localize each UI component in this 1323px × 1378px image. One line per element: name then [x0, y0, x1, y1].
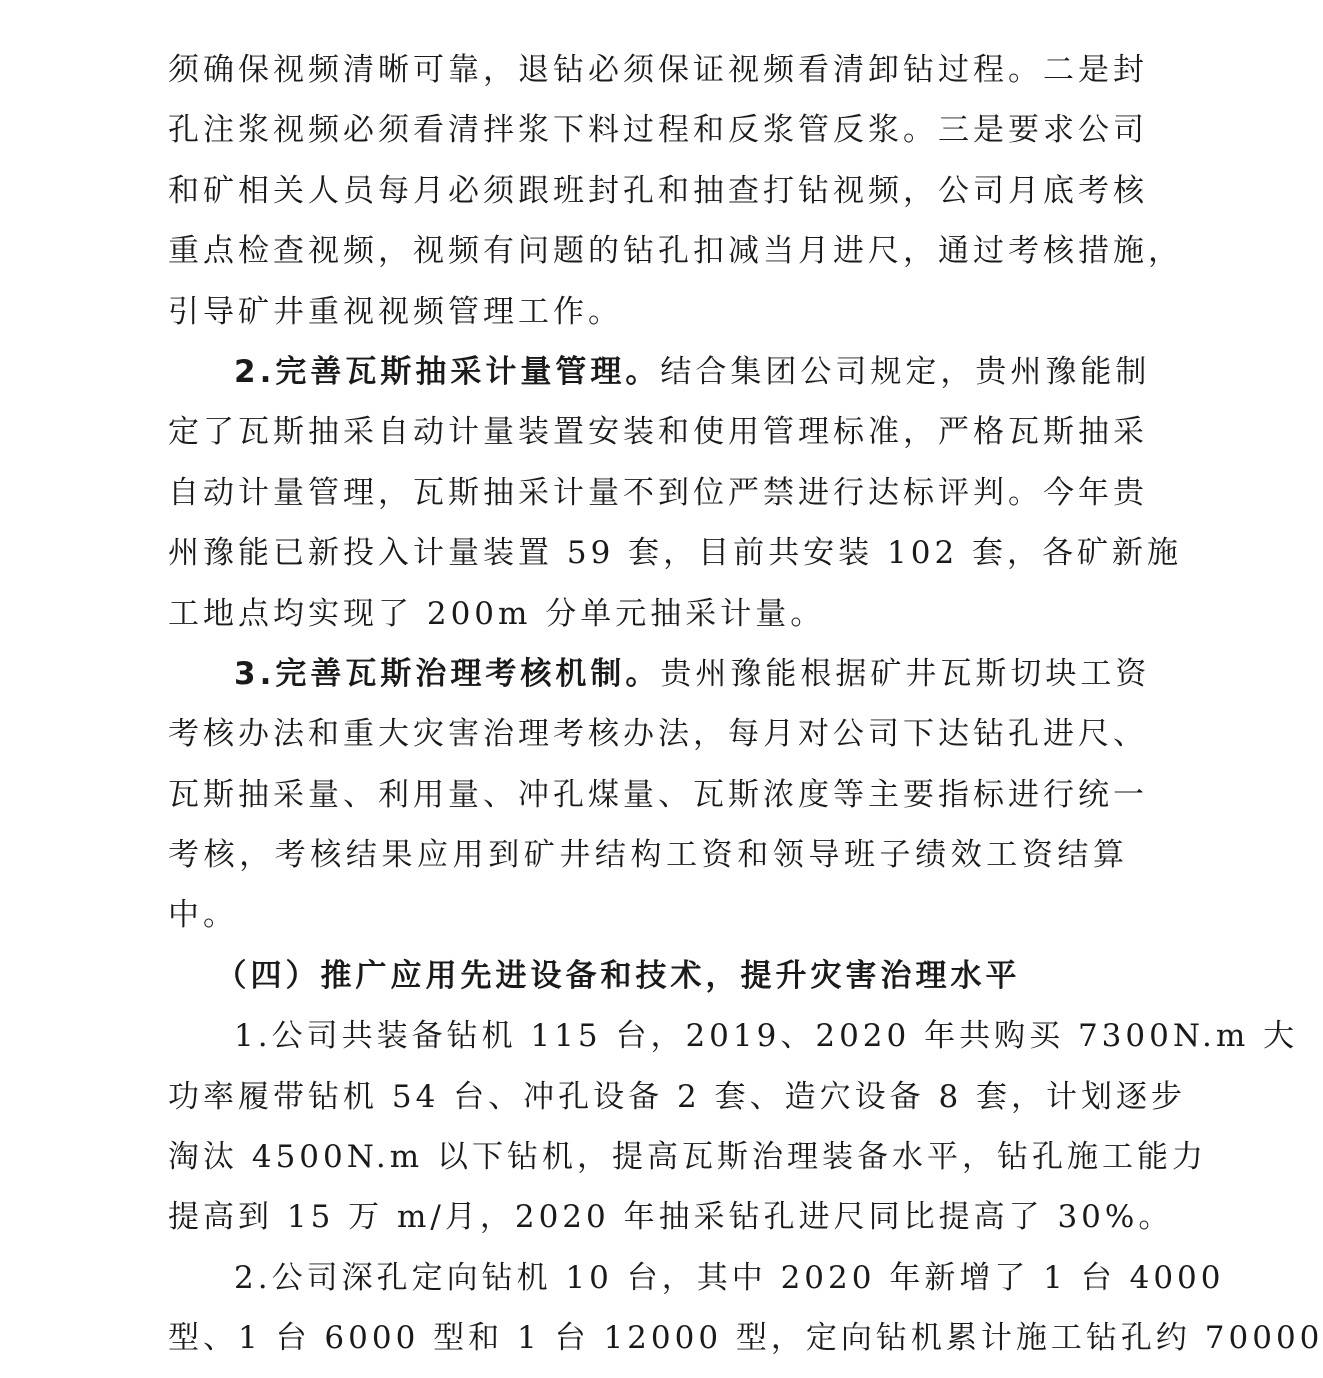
- paragraph-drilling-equipment: [168, 1006, 1299, 1248]
- text-line: 自动计量管理，瓦斯抽采计量不到位严禁进行达标评判。今年贵: [168, 474, 1148, 511]
- text-line: 1.公司共装备钻机 115 台，2019、2020 年共购买 7300N.m 大: [234, 1018, 1299, 1055]
- text-line: 中。: [168, 897, 238, 934]
- paragraph-directional-drilling: [168, 1248, 1323, 1369]
- text-line: 和矿相关人员每月必须跟班封孔和抽查打钻视频，公司月底考核: [168, 172, 1148, 209]
- text-line: 定了瓦斯抽采自动计量装置安装和使用管理标准，严格瓦斯抽采: [168, 414, 1148, 451]
- text-line: 考核办法和重大灾害治理考核办法，每月对公司下达钻孔进尺、: [168, 716, 1148, 753]
- text-line: 州豫能已新投入计量装置 59 套，目前共安装 102 套，各矿新施: [168, 535, 1183, 572]
- paragraph-video-management: [168, 40, 1183, 342]
- paragraph-assessment-mechanism: [168, 644, 1151, 946]
- document-page: [168, 40, 1323, 1369]
- text-line: 孔注浆视频必须看清拌浆下料过程和反浆管反浆。三是要求公司: [168, 112, 1148, 149]
- paragraph-text: 结合集团公司规定，贵州豫能制: [660, 353, 1151, 390]
- text-line: 瓦斯抽采量、利用量、冲孔煤量、瓦斯浓度等主要指标进行统一: [168, 776, 1148, 813]
- text-line: 2.公司深孔定向钻机 10 台，其中 2020 年新增了 1 台 4000: [234, 1259, 1225, 1296]
- paragraph-title: 2.完善瓦斯抽采计量管理。: [234, 353, 661, 390]
- text-line: 提高到 15 万 m/月，2020 年抽采钻孔进尺同比提高了 30%。: [168, 1199, 1174, 1236]
- text-line: 淘汰 4500N.m 以下钻机，提高瓦斯治理装备水平，钻孔施工能力: [168, 1139, 1207, 1176]
- text-line: 重点检查视频，视频有问题的钻孔扣减当月进尺，通过考核措施，: [168, 233, 1183, 270]
- text-line: 引导矿井重视视频管理工作。: [168, 293, 623, 330]
- text-line: 功率履带钻机 54 台、冲孔设备 2 套、造穴设备 8 套，计划逐步: [168, 1078, 1187, 1115]
- text-line: [168, 342, 1151, 402]
- text-line: 须确保视频清晰可靠，退钻必须保证视频看清卸钻过程。二是封: [168, 52, 1148, 88]
- paragraph-gas-metering: [168, 342, 1183, 644]
- text-line: 考核，考核结果应用到矿井结构工资和领导班子绩效工资结算: [168, 837, 1128, 874]
- paragraph-title: 3.完善瓦斯治理考核机制。: [234, 655, 661, 692]
- text-line: 工地点均实现了 200m 分单元抽采计量。: [168, 595, 826, 632]
- text-line: [168, 644, 1151, 704]
- text-line: 型、1 台 6000 型和 1 台 12000 型，定向钻机累计施工钻孔约 70000: [168, 1320, 1323, 1357]
- paragraph-text: 贵州豫能根据矿井瓦斯切块工资: [660, 655, 1151, 692]
- section-heading: （四）推广应用先进设备和技术，提升灾害治理水平: [215, 957, 1021, 994]
